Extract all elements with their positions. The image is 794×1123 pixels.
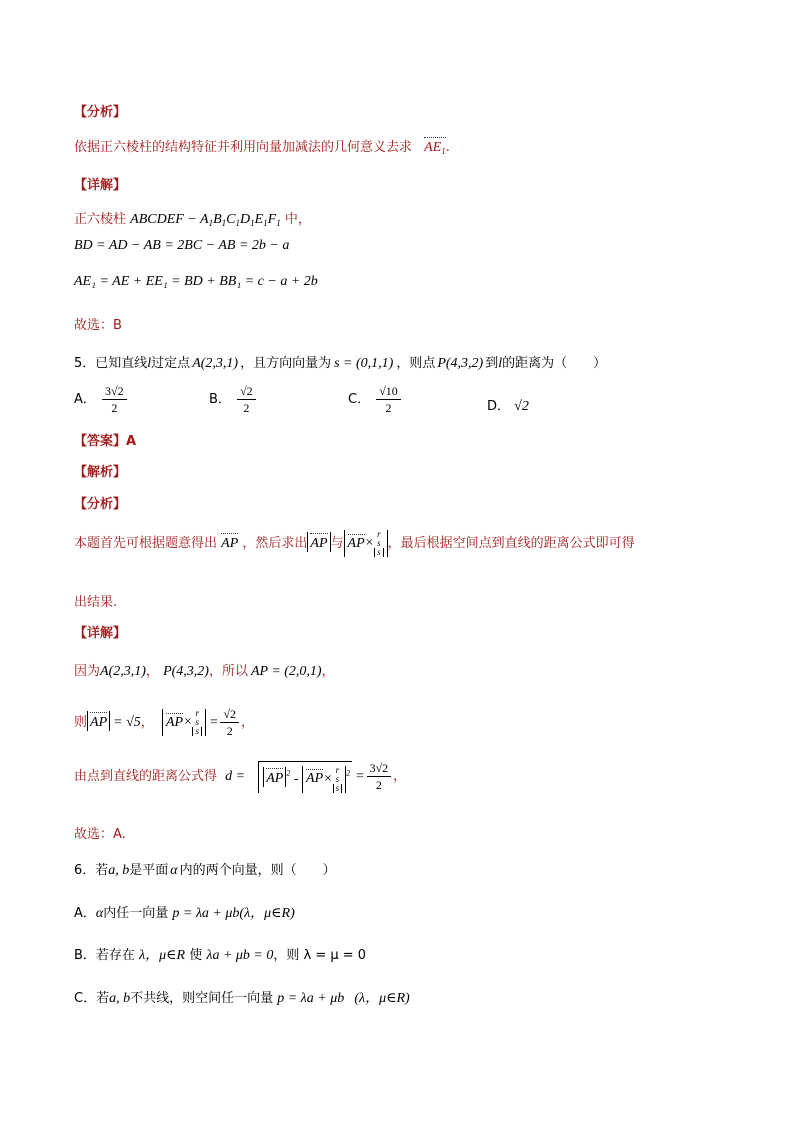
q5-fenxi-e: 出结果 [74, 595, 114, 610]
q5-xiangjie-label: 【详解】 [74, 626, 127, 641]
q5-pointP: P(4,3,2) [437, 356, 484, 371]
vector-ap: AP [221, 532, 238, 552]
q5-d2-cross-ap: AP [166, 712, 183, 730]
q5-d2-c: ， [241, 715, 255, 730]
q5-fenxi-b: ，然后求出 [242, 536, 308, 551]
q6-optB-label: B．若存在 [74, 948, 135, 963]
q6-option-b [74, 944, 366, 964]
hex-prism-line [74, 208, 311, 228]
q5-d2-absap [87, 711, 110, 731]
q5-d2-cross: AP× r s s [162, 709, 206, 736]
vector-ae1 [424, 136, 446, 156]
q5-fenxi-c: 与 [330, 536, 344, 551]
q6-a: 6．若 [74, 863, 109, 878]
q6-option-c [74, 987, 410, 1007]
q5-optD-label: D． [487, 399, 511, 414]
q5-d: ，则点 [396, 356, 436, 371]
q6-optA-math: p = λa + μb(λ，μ∈R) [172, 906, 295, 921]
q5-b: 过定点 [151, 356, 191, 371]
q6-optB-end: ，则 λ = μ = 0 [273, 948, 367, 963]
q5-optA-num: 3√2 [102, 383, 127, 400]
q5-option-d [487, 395, 529, 415]
q5-l2: l [498, 356, 503, 371]
q5-optA-den: 2 [111, 401, 118, 415]
q5-d1-a: 因为 [74, 664, 101, 679]
q5-e: 到 [485, 356, 499, 371]
q6-stem [74, 859, 336, 879]
q5-d2-sep: ， [140, 715, 154, 730]
q5-d1-c: ， [321, 664, 335, 679]
q5-option-c [348, 383, 403, 416]
q5-d1-A: A(2,3,1) [100, 664, 146, 679]
q5-d3-c: ， [393, 769, 407, 784]
q5-d2-eq: = √5 [113, 715, 141, 730]
q5-c: ，且方向向量为 [240, 356, 332, 371]
q5-fenxi-f: . [113, 595, 118, 610]
cross-ap-vec: AP [348, 533, 365, 551]
q5-d3-minus: - [293, 771, 299, 787]
q6-optB-math: λ，μ∈R [139, 948, 186, 963]
q5-pointA: A(2,3,1) [192, 356, 239, 371]
q5-d3-eq: = [355, 769, 365, 784]
q5-optB-label: B． [209, 392, 231, 407]
abs-ap-vec: AP [310, 532, 327, 552]
prism-name: ABCDEF − $A_1B_1C_1D_1E_1F_1$ [130, 212, 281, 228]
q5-optB-den: 2 [243, 401, 250, 415]
q5-d3-sqrt: AP $^2$ - AP× r s s $^2$ [249, 761, 352, 793]
answer-b: 故选：B [74, 318, 122, 333]
vec-ae-sub: 1 [441, 146, 446, 156]
q5-fenxi-d: ，最后根据空间点到直线的距离公式即可得 [387, 536, 635, 551]
q5-optC-den: 2 [385, 401, 392, 415]
q6-optC-text: 不共线，则空间任一向量 [130, 991, 274, 1006]
q5-option-a [74, 383, 129, 416]
q5-a: 5．已知直线 [74, 356, 148, 371]
q5-d2-eq2: = [209, 715, 219, 730]
q6-optB-text: 使 [189, 948, 203, 963]
q6-ab: a, b [108, 863, 130, 878]
q6-option-a [74, 902, 295, 922]
q5-fenxi-text [74, 530, 635, 557]
q5-d3-den: 2 [375, 778, 382, 792]
q6-optC-math: p = λa + μb [277, 991, 345, 1006]
q5-conclusion: 故选：A. [74, 827, 126, 842]
q6-optA-label: A． [74, 906, 96, 921]
q6-optC-end: (λ，μ∈R) [354, 991, 410, 1006]
q6-optA-text: 内任一向量 [103, 906, 169, 921]
q5-fenxi-label: 【分析】 [74, 497, 127, 512]
q5-detail-1 [74, 660, 335, 680]
q6-optB-eq: λa + μb = 0 [206, 948, 274, 963]
fenxi-label: 【分析】 [74, 105, 127, 120]
q5-jiexi: 【解析】 [74, 465, 127, 480]
q5-optA-label: A． [74, 392, 96, 407]
fenxi-end: . [445, 140, 450, 155]
q5-optC-label: C． [348, 392, 371, 407]
q5-d2-den: 2 [226, 724, 233, 738]
q5-fenxi-end [74, 591, 117, 610]
q5-d3-cross-ap: AP [306, 768, 323, 786]
q5-detail-3 [74, 760, 406, 793]
abs-ap [307, 532, 330, 552]
q5-optD-val: √2 [514, 399, 529, 414]
fenxi-text [74, 136, 450, 156]
q5-d1-AP: AP = (2,0,1) [250, 664, 322, 679]
q5-d3-ap: AP [266, 767, 283, 787]
q6-b: 是平面 [129, 863, 169, 878]
q5-stem [74, 352, 606, 372]
q5-fenxi-a: 本题首先可根据题意得出 [74, 536, 218, 551]
prism-suf: 中， [284, 212, 311, 227]
q6-optA-alpha: α [95, 906, 104, 921]
q5-answer: 【答案】A [74, 434, 137, 449]
q5-optB-num: √2 [237, 383, 256, 400]
q5-d1-P: P(4,3,2) [163, 664, 209, 679]
prism-math: ABCDEF − A [130, 212, 209, 227]
q5-d1-b: ，所以 [208, 664, 248, 679]
q6-alpha: α [170, 863, 178, 878]
q5-optC-num: √10 [376, 383, 401, 400]
q5-vector-s: s = (0,1,1) [334, 356, 394, 371]
q5-d2-num: √2 [220, 706, 239, 723]
q5-d3-a: 由点到直线的距离公式得 [74, 769, 218, 784]
q5-d2-a: 则 [74, 715, 88, 730]
equation-ae1: AE₁ = AE + EE₁ = BD + BB₁ = c − a + 2b [74, 274, 318, 289]
q5-l: l [147, 356, 152, 371]
q5-f: 的距离为（ ） [502, 356, 607, 371]
q5-d3-d: d = [225, 769, 246, 784]
abs-ap-cross-s: AP× r s s [344, 530, 388, 557]
prism-pre: 正六棱柱 [74, 212, 127, 227]
q5-d1-sep: ， [145, 664, 159, 679]
q5-d2-ap: AP [90, 711, 107, 731]
vec-ae-label: AE [424, 140, 442, 155]
q5-d3-num: 3√2 [367, 760, 392, 777]
q6-optC-ab: a, b [109, 991, 131, 1006]
xiangjie-label: 【详解】 [74, 178, 127, 193]
q6-optC-label: C．若 [74, 991, 110, 1006]
q5-detail-2 [74, 706, 254, 739]
equation-bd: BD = AD − AB = 2BC − AB = 2b − a [74, 238, 290, 253]
q6-c: 内的两个向量，则（ ） [179, 863, 336, 878]
q5-option-b [209, 383, 258, 416]
fenxi-sentence: 依据正六棱柱的结构特征并利用向量加减法的几何意义去求 [74, 140, 413, 155]
